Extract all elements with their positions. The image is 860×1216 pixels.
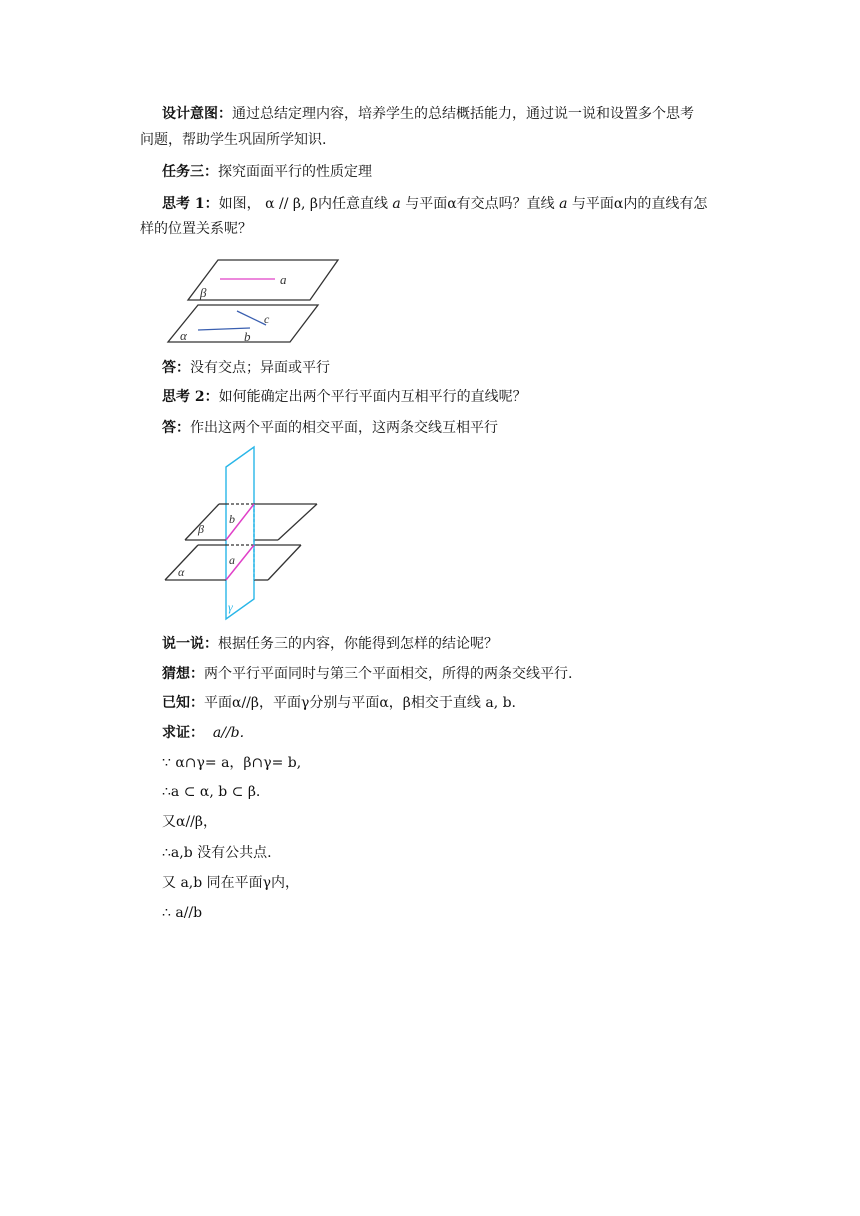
think1-text-b: 与平面α有交点吗？直线 <box>400 196 560 212</box>
answer1-label: 答： <box>162 360 190 376</box>
label-b: b <box>229 512 235 526</box>
label-alpha: α <box>180 328 187 343</box>
figure-parallel-planes <box>160 255 340 350</box>
alpha-edge-right <box>268 545 301 580</box>
proof-step-2: ∴a ⊂ α, b ⊂ β. <box>162 784 261 800</box>
design-intent-paragraph <box>140 101 740 153</box>
label-a: a <box>280 272 287 287</box>
think2-text: 如何能确定出两个平行平面内互相平行的直线呢？ <box>218 389 527 405</box>
think1-text-c: 与平面α内的直线有怎 <box>567 196 708 212</box>
label-b: b <box>244 329 251 344</box>
task3-text: 探究面面平行的性质定理 <box>218 164 372 180</box>
prove-text: a//b. <box>212 725 245 741</box>
proof-step-4: ∴a,b 没有公共点. <box>162 845 272 861</box>
proof-step-5: 又 a,b 同在平面γ内， <box>162 875 300 891</box>
known-text: 平面α//β，平面γ分别与平面α，β相交于直线 a, b. <box>204 695 517 711</box>
think1-text-a: 如图， α // β, β内任意直线 <box>218 196 393 212</box>
plane-alpha <box>168 305 318 342</box>
say-text: 根据任务三的内容，你能得到怎样的结论呢？ <box>218 636 498 652</box>
prove <box>162 723 244 743</box>
label-beta: β <box>198 522 204 536</box>
task3-label: 任务三： <box>162 164 218 180</box>
guess-text: 两个平行平面同时与第三个平面相交，所得的两条交线平行. <box>204 666 573 682</box>
line-b <box>198 328 250 330</box>
label-alpha: α <box>178 565 185 579</box>
label-a: a <box>229 553 235 567</box>
proof-step-6: ∴ a//b <box>162 905 203 921</box>
say <box>162 634 498 654</box>
figure-intersecting-plane <box>160 443 325 625</box>
answer1-text: 没有交点；异面或平行 <box>190 360 330 376</box>
label-beta: β <box>200 285 207 300</box>
task3-heading <box>162 162 372 182</box>
design-intent-label: 设计意图： <box>162 106 232 122</box>
beta-edge-right <box>278 504 317 540</box>
think1-var-a: a <box>392 196 401 212</box>
answer2-label: 答： <box>162 420 190 436</box>
plane-beta <box>188 260 338 300</box>
say-label: 说一说： <box>162 636 218 652</box>
design-intent-text-1: 通过总结定理内容，培养学生的总结概括能力，通过说一说和设置多个思考 <box>232 106 694 122</box>
known <box>162 693 516 713</box>
line-c <box>237 311 266 325</box>
think1-line2: 样的位置关系呢？ <box>140 221 252 237</box>
think2-label: 思考 2： <box>162 389 219 405</box>
label-c: c <box>264 312 270 326</box>
answer1 <box>162 358 330 378</box>
guess <box>162 664 572 684</box>
think2 <box>162 387 527 407</box>
label-gamma: γ <box>228 600 233 614</box>
think1-var-a2: a <box>559 196 568 212</box>
think1-label: 思考 1： <box>162 196 219 212</box>
proof-step-3: 又α//β， <box>162 814 217 830</box>
known-label: 已知： <box>162 695 204 711</box>
prove-label: 求证： <box>162 725 204 741</box>
proof-step-1: ∵ α∩γ= a，β∩γ= b, <box>162 755 302 771</box>
guess-label: 猜想： <box>162 666 204 682</box>
answer2-text: 作出这两个平面的相交平面，这两条交线互相平行 <box>190 420 498 436</box>
think1-line1 <box>162 194 707 214</box>
plane-gamma <box>226 447 254 619</box>
answer2 <box>162 418 498 438</box>
design-intent-text-2: 问题，帮助学生巩固所学知识. <box>140 132 327 148</box>
